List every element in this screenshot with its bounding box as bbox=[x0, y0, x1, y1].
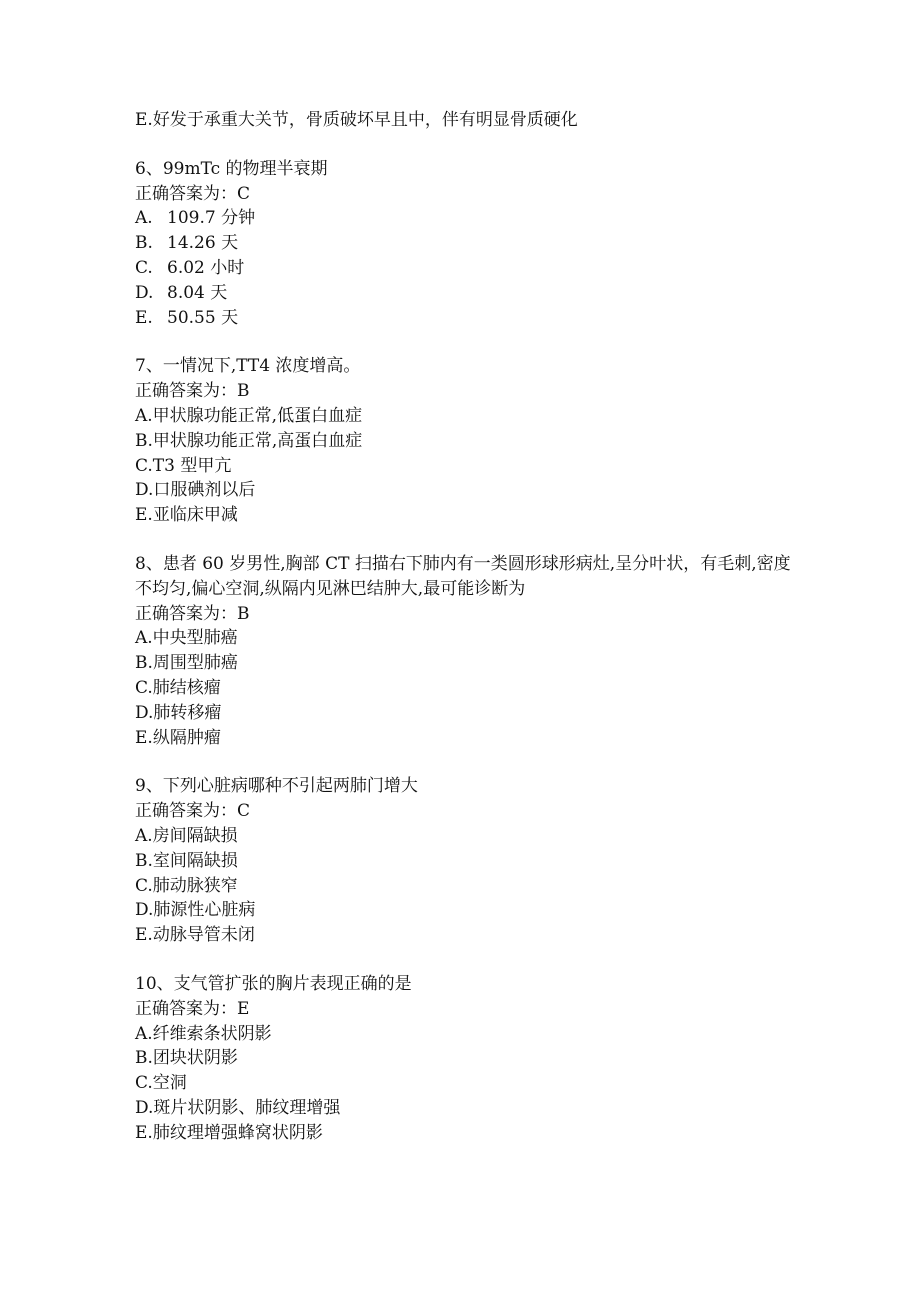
question-9 bbox=[135, 774, 795, 948]
answer-line: 正确答案为：C bbox=[135, 183, 251, 204]
question-10 bbox=[135, 972, 795, 1146]
option-letter: E. bbox=[135, 307, 153, 328]
option-line: B.室间隔缺损 bbox=[135, 850, 238, 871]
answer-line: 正确答案为：B bbox=[135, 603, 250, 624]
option-line: D.肺转移瘤 bbox=[135, 702, 222, 723]
answer-line: 正确答案为：E bbox=[135, 998, 250, 1019]
option-line: A.中央型肺癌 bbox=[135, 628, 238, 649]
option-line: A.房间隔缺损 bbox=[135, 825, 238, 846]
document-page bbox=[135, 108, 795, 1169]
option-line: A.甲状腺功能正常,低蛋白血症 bbox=[135, 405, 363, 426]
option-line: B.周围型肺癌 bbox=[135, 653, 238, 674]
answer-line: 正确答案为：C bbox=[135, 801, 251, 822]
option-text: 6.02 小时 bbox=[167, 257, 245, 278]
question-6 bbox=[135, 157, 795, 331]
option-text: 14.26 天 bbox=[167, 233, 239, 254]
previous-question-tail bbox=[135, 108, 795, 133]
option-line: A.纤维索条状阴影 bbox=[135, 1023, 272, 1044]
question-7 bbox=[135, 354, 795, 528]
option-letter: B. bbox=[135, 233, 153, 254]
option-line: E.纵隔肿瘤 bbox=[135, 727, 221, 748]
option-letter: C. bbox=[135, 257, 153, 278]
option-line: D.肺源性心脏病 bbox=[135, 900, 256, 921]
question-stem: 10、支气管扩张的胸片表现正确的是 bbox=[135, 973, 412, 994]
option-line: C.空洞 bbox=[135, 1073, 187, 1094]
option-line: E.亚临床甲减 bbox=[135, 505, 238, 526]
option-letter: D. bbox=[135, 282, 154, 303]
option-line bbox=[135, 281, 795, 306]
option-line: B.团块状阴影 bbox=[135, 1048, 238, 1069]
option-line: C.肺结核瘤 bbox=[135, 677, 221, 698]
option-letter: A. bbox=[135, 208, 153, 229]
question-8 bbox=[135, 552, 795, 750]
option-text: 109.7 分钟 bbox=[167, 208, 256, 229]
option-line bbox=[135, 231, 795, 256]
option-line: E.肺纹理增强蜂窝状阴影 bbox=[135, 1122, 323, 1143]
answer-line: 正确答案为：B bbox=[135, 381, 250, 402]
question-stem: 9、下列心脏病哪种不引起两肺门增大 bbox=[135, 776, 418, 797]
option-line: C.T3 型甲亢 bbox=[135, 455, 232, 476]
option-line bbox=[135, 206, 795, 231]
question-stem: 8、患者 60 岁男性,胸部 CT 扫描右下肺内有一类圆形球形病灶,呈分叶状，有毛刺,密度不均匀,偏心空洞,纵隔内见淋巴结肿大,最可能诊断为 bbox=[135, 553, 791, 599]
option-line: E.动脉导管未闭 bbox=[135, 925, 255, 946]
option-line: D.口服碘剂以后 bbox=[135, 480, 256, 501]
option-line: D.斑片状阴影、肺纹理增强 bbox=[135, 1097, 341, 1118]
option-line bbox=[135, 306, 795, 331]
option-text: 8.04 天 bbox=[167, 282, 228, 303]
question-stem: 6、99mTc 的物理半衰期 bbox=[135, 158, 328, 179]
option-line: B.甲状腺功能正常,高蛋白血症 bbox=[135, 430, 363, 451]
option-line: C.肺动脉狭窄 bbox=[135, 875, 238, 896]
option-line: E.好发于承重大关节，骨质破坏早且中，伴有明显骨质硬化 bbox=[135, 110, 578, 130]
option-line bbox=[135, 256, 795, 281]
question-stem: 7、一情况下,TT4 浓度增高。 bbox=[135, 356, 361, 377]
option-text: 50.55 天 bbox=[167, 307, 239, 328]
